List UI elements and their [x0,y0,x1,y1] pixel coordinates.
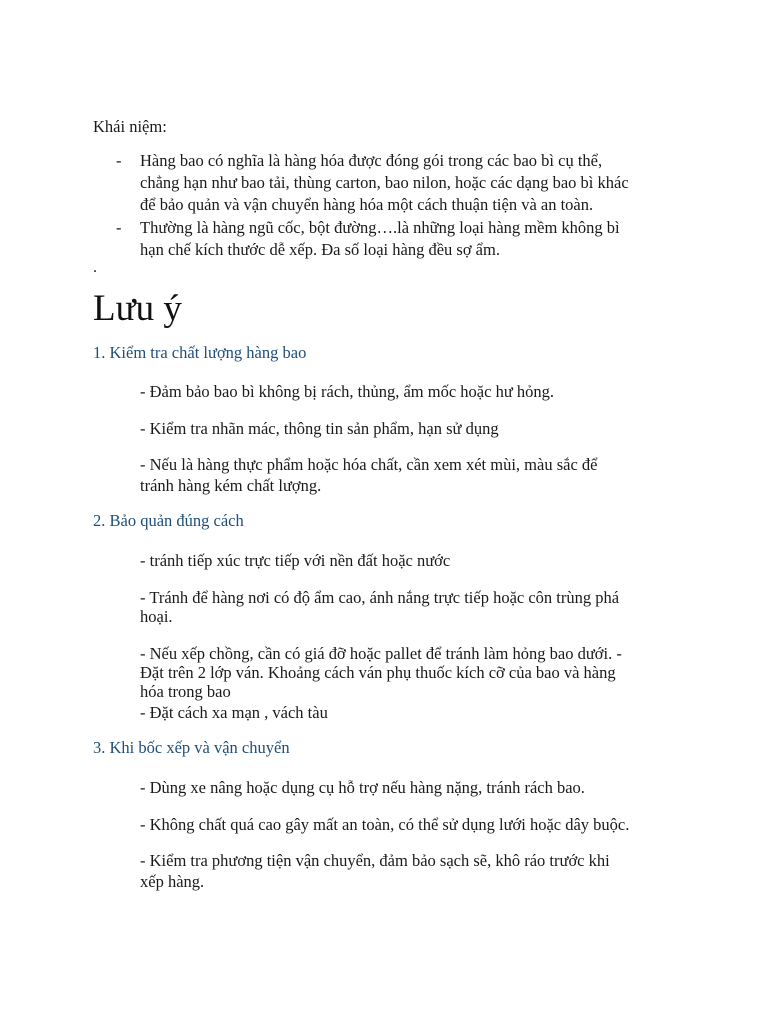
section-3-para-3-line-2: xếp hàng. [140,872,205,891]
section-3-title: 3. Khi bốc xếp và vận chuyển [93,738,290,757]
stray-dot: . [93,259,97,276]
bullet-2-line-2: hạn chế kích thước dễ xếp. Đa số loại hàng đều sợ ẩm. [140,240,500,259]
section-2-para-3-line-1: - Nếu xếp chồng, cần có giá đỡ hoặc pallet để tránh làm hỏng bao dưới. - [140,644,622,663]
section-2-para-3-line-2: Đặt trên 2 lớp ván. Khoảng cách ván phụ thuốc kích cỡ của bao và hàng [140,663,616,682]
section-2-para-2-line-2: hoại. [140,607,173,626]
bullet-2-line-1: Thường là hàng ngũ cốc, bột đường….là những loại hàng mềm không bì [140,218,620,237]
section-2-para-3-line-4: - Đặt cách xa mạn , vách tàu [140,703,328,722]
section-1-para-1: - Đảm bảo bao bì không bị rách, thủng, ẩm mốc hoặc hư hỏng. [140,382,555,401]
section-1-para-3-line-1: - Nếu là hàng thực phẩm hoặc hóa chất, cần xem xét mùi, màu sắc để [140,455,598,474]
bullet-dash: - [116,151,122,170]
section-2-para-2-line-1: - Tránh để hàng nơi có độ ẩm cao, ánh nắng trực tiếp hoặc côn trùng phá [140,588,620,607]
bullet-dash: - [116,218,122,237]
main-heading: Lưu ý [93,288,182,329]
section-2-para-1: - tránh tiếp xúc trực tiếp với nền đất hoặc nước [140,551,451,570]
bullet-1-line-2: chẳng hạn như bao tải, thùng carton, bao nilon, hoặc các dạng bao bì khác [140,173,629,192]
bullet-1-line-3: để bảo quản và vận chuyển hàng hóa một cách thuận tiện và an toàn. [140,195,594,214]
section-2-para-3-line-3: hóa trong bao [140,682,231,701]
section-3-para-3-line-1: - Kiểm tra phương tiện vận chuyển, đảm bảo sạch sẽ, khô ráo trước khi [140,851,610,870]
section-2-title: 2. Bảo quản đúng cách [93,511,244,530]
section-1-para-3-line-2: tránh hàng kém chất lượng. [140,476,322,495]
section-1-para-2: - Kiểm tra nhãn mác, thông tin sản phẩm, hạn sử dụng [140,419,499,438]
section-3-para-2: - Không chất quá cao gây mất an toàn, có thể sử dụng lưới hoặc dây buộc. [140,815,630,834]
section-1-title: 1. Kiểm tra chất lượng hàng bao [93,343,307,362]
intro-label: Khái niệm: [93,117,167,136]
bullet-1-line-1: Hàng bao có nghĩa là hàng hóa được đóng gói trong các bao bì cụ thể, [140,151,603,170]
section-3-para-1: - Dùng xe nâng hoặc dụng cụ hỗ trợ nếu hàng nặng, tránh rách bao. [140,778,585,797]
